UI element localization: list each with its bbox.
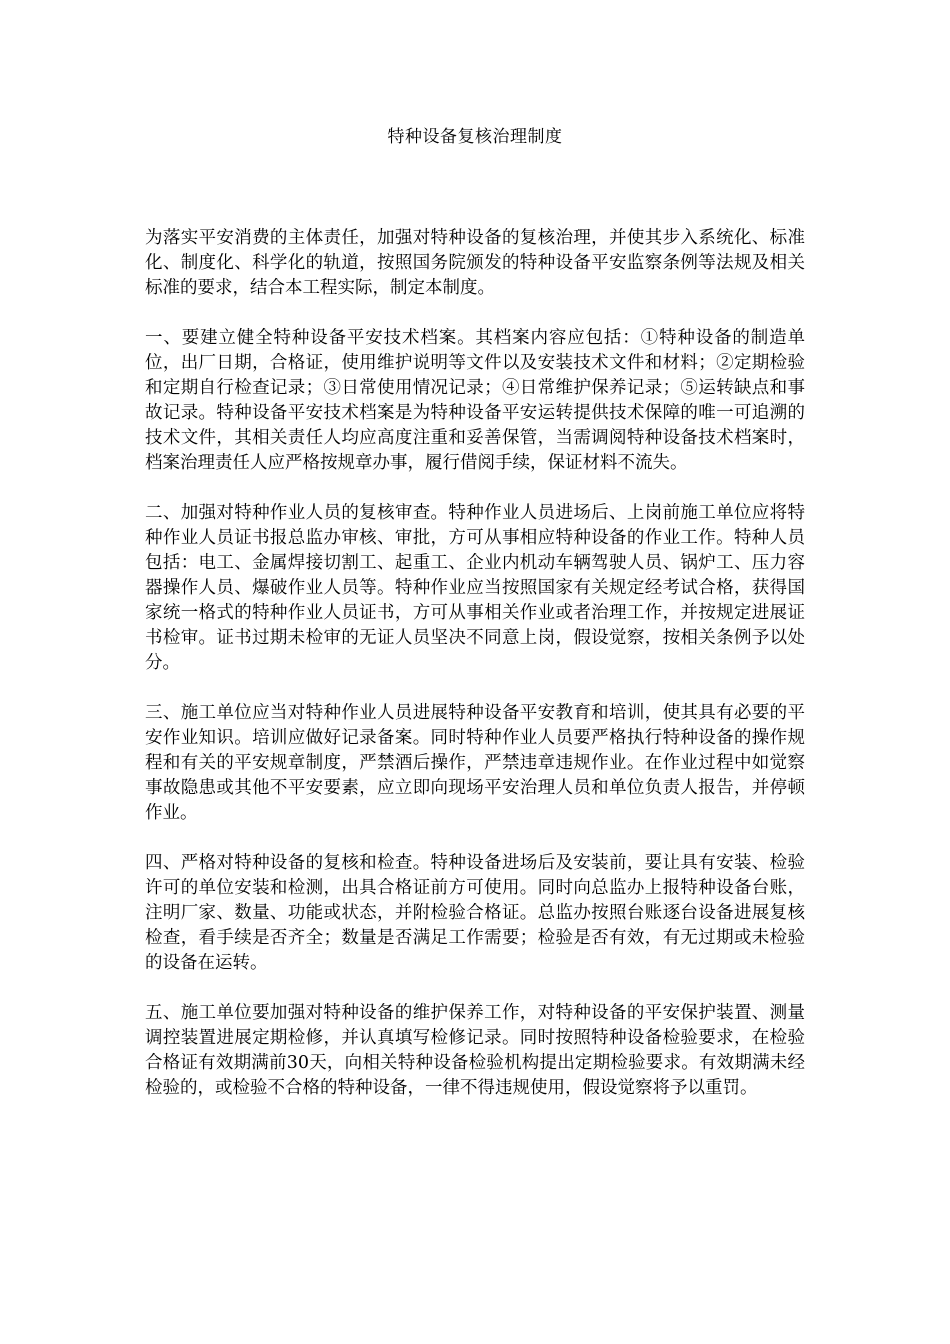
document-title: 特种设备复核治理制度 <box>387 127 563 147</box>
paragraph-section-2: 二、加强对特种作业人员的复核审查。特种作业人员进场后、上岗前施工单位应将特种作业人员证书报总监办审核、审批，方可从事相应特种设备的作业工作。特种人员包括：电工、金属焊接切割工、起重工、企业内机动车辆驾驶人员、锅炉工、压力容器操作人员、爆破作业人员等。特种作业应当按照国家有关规定经考试合格，获得国家统一格式的特种作业人员证书，方可从事相关作业或者治理工作，并按规定进展证书检审。证书过期未检审的无证人员坚决不同意上岗，假设觉察，按相关条例予以处分。 <box>145 503 805 673</box>
paragraph-section-4: 四、严格对特种设备的复核和检查。特种设备进场后及安装前，要让具有安装、检验许可的单位安装和检测，出具合格证前方可使用。同时向总监办上报特种设备台账，注明厂家、数量、功能或状态，并附检验合格证。总监办按照台账逐台设备进展复核检查，看手续是否齐全；数量是否满足工作需要；检验是否有效，有无过期或未检验的设备在运转。 <box>145 853 805 973</box>
paragraph-intro: 为落实平安消费的主体责任，加强对特种设备的复核治理，并使其步入系统化、标准化、制度化、科学化的轨道，按照国务院颁发的特种设备平安监察条例等法规及相关标准的要求，结合本工程实际，制定本制度。 <box>145 228 805 298</box>
paragraph-section-1: 一、要建立健全特种设备平安技术档案。其档案内容应包括：①特种设备的制造单位，出厂日期，合格证，使用维护说明等文件以及安装技术文件和材料；②定期检验和定期自行检查记录；③日常使用情况记录；④日常维护保养记录；⑤运转缺点和事故记录。特种设备平安技术档案是为特种设备平安运转提供技术保障的唯一可追溯的技术文件，其相关责任人均应高度注重和妥善保管，当需调阅特种设备技术档案时，档案治理责任人应严格按规章办事，履行借阅手续，保证材料不流失。 <box>145 328 805 473</box>
paragraph-section-5: 五、施工单位要加强对特种设备的维护保养工作，对特种设备的平安保护装置、测量调控装置进展定期检修，并认真填写检修记录。同时按照特种设备检验要求，在检验合格证有效期满前30天，向相关特种设备检验机构提出定期检验要求。有效期满未经检验的，或检验不合格的特种设备，一律不得违规使用，假设觉察将予以重罚。 <box>145 1003 805 1098</box>
paragraph-section-3: 三、施工单位应当对特种作业人员进展特种设备平安教育和培训，使其具有必要的平安作业知识。培训应做好记录备案。同时特种作业人员要严格执行特种设备的操作规程和有关的平安规章制度，严禁酒后操作，严禁违章违规作业。在作业过程中如觉察事故隐患或其他不平安要素，应立即向现场平安治理人员和单位负责人报告，并停顿作业。 <box>145 703 805 823</box>
document-body <box>145 226 805 1126</box>
